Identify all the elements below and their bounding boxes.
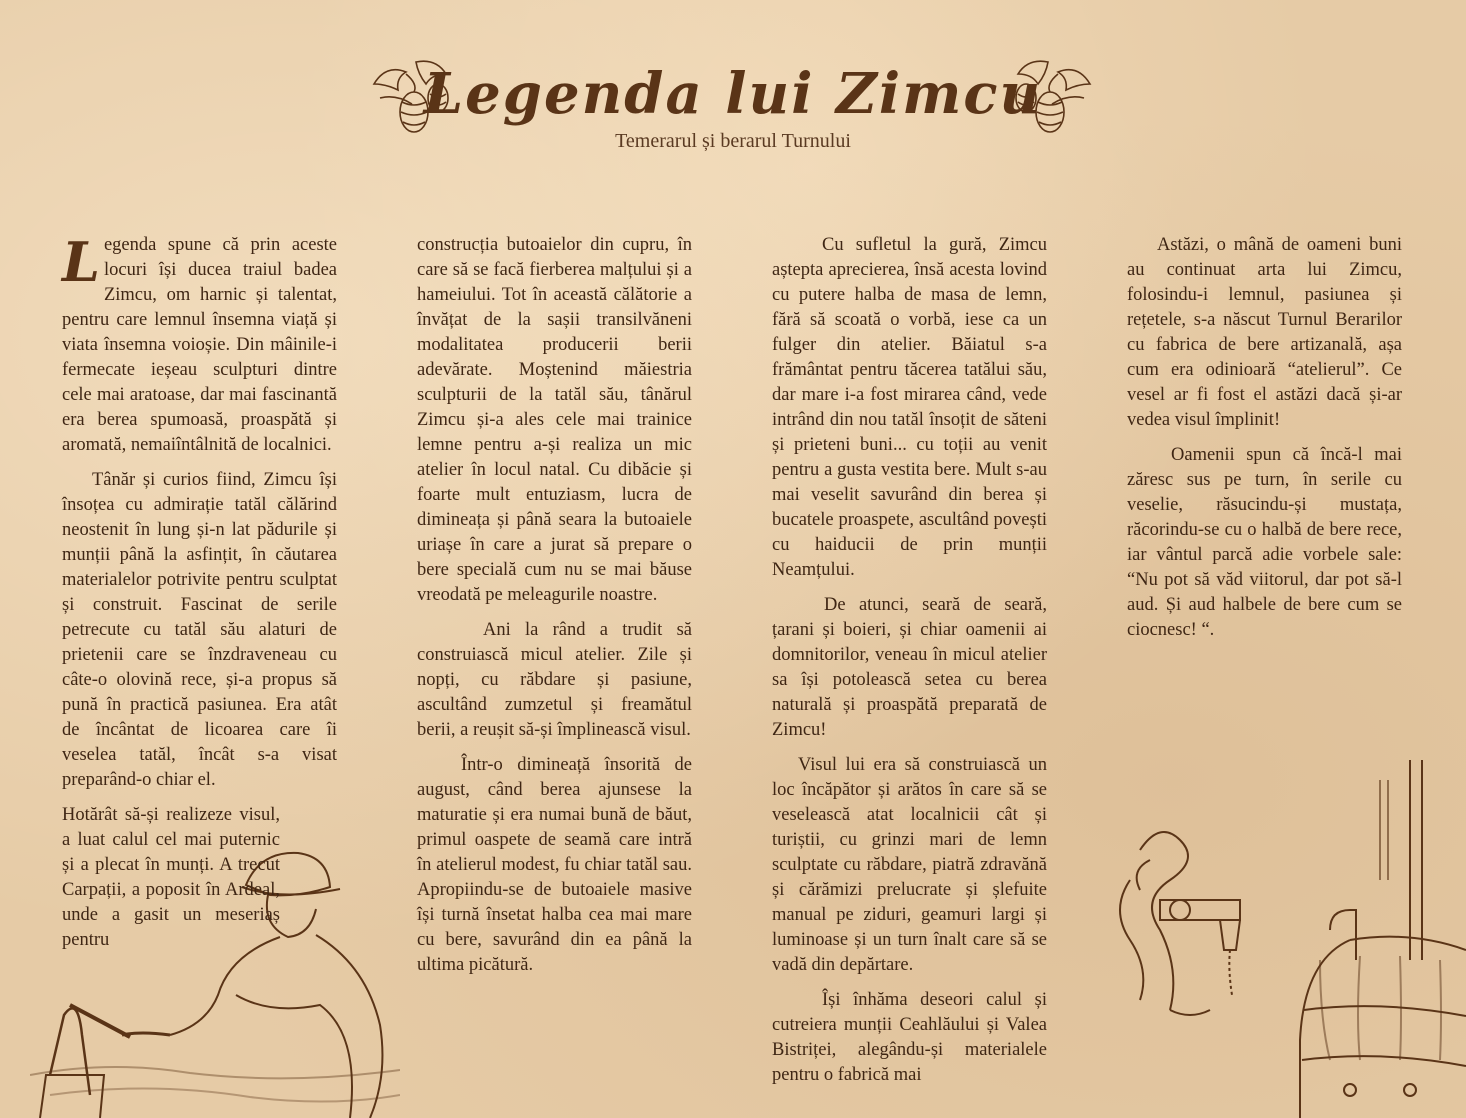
page-title: Legenda lui Zimcu — [423, 61, 1043, 127]
paragraph: Tânăr și curios fiind, Zimcu își însoțea cu admirație tatăl călărind neostenit în lung și-n lat pădurile și munții până la asfințit, în căutarea materialelor potrivite pentru sculptat și construit. Fascinat de serile petrecute cu tatăl său alaturi de prietenii care se înzdraveneau cu câte-o olovină rece, și-a propus să pună în practică pasiunea. Era atât de încântat de licoarea care îi veselea tatăl, încât s-a visat preparând-o chiar el. — [62, 470, 337, 790]
paragraph: De atunci, seară de seară, țarani și boieri, și chiar oamenii ai domnitorilor, veneau în micul atelier sa își potolească setea cu berea naturală și proaspătă preparată de Zimcu! — [772, 595, 1047, 740]
paragraph: Astăzi, o mână de oameni buni au continuat arta lui Zimcu, folosindu-i lemnul, pasiunea și rețetele, s-a născut Turnul Berarilor cu fabrica de bere artizanală, așa cum era odinioară “atelierul”. Ce vesel ar fi fost el astăzi dacă și-ar vedea visul împlinit! — [1127, 235, 1402, 430]
paragraph: Cu sufletul la gură, Zimcu aștepta aprecierea, însă acesta lovind cu putere halba de masa de lemn, fără să scoată o vorbă, iese ca un fulger din atelier. Băiatul s-a frământat pentru tăcerea tatălui său, dar mare i-a fost mirarea când, vede intrând din nou tatăl însoțit de săteni și prieteni buni... cu toții au venit pentru a gusta vestita bere. Mult s-au mai veselit savurând din berea și bucatele proaspete, ascultând povești cu haiducii de prin munții Neamțului. — [772, 235, 1047, 580]
page-header — [0, 58, 1466, 153]
text-column-2 — [417, 233, 692, 988]
paragraph: Hotărât să-și realizeze visul, a luat calul cel mai puternic și a plecat în munți. A trecut Carpații, a poposit în Ardeal, unde a gasit un meseriaș pentru — [62, 805, 280, 950]
paragraph: construcția butoaielor din cupru, în care să se facă fierberea malțului și a hameiului. Tot în această călătorie a învățat de la sașii transilvăneni modalitatea producerii berii adevărate. Moștenind măiestria sculpturii de la tatăl său, tânărul Zimcu și-a ales cele mai trainice lemne pentru a-și realiza un mic atelier în locul natal. Cu dibăcie și foarte mult entuziasm, lucra de dimineața și până seara la butoaiele uriașe în care a jurat să prepare o bere specială cum nu se mai băuse vreodată pe meleagurile noastre. — [417, 235, 692, 605]
paragraph: Visul lui era să construiască un loc încăpător și arătos în care să se veselească atat localnicii cât și turiștii, cu grinzi mari de lemn sculptate cu răbdare, piatră zdravănă și cărămizi prelucrate și șlefuite manual pe ziduri, geamuri largi și luminoase și un turn înalt care să se vadă din depărtare. — [772, 755, 1047, 975]
paragraph: Ani la rând a trudit să construiască micul atelier. Zile și nopți, cu răbdare și pasiune, ascultând zumzetul și freamătul berii, a reușit să-și împlinească visul. — [417, 620, 692, 740]
paragraph: Oamenii spun că încă-l mai zăresc sus pe turn, în serile cu veselie, răsucindu-și mustața, răcorindu-se cu o halbă de bere rece, iar vântul parcă adie vorbele sale: “Nu pot să văd viitorul, dar pot să-l aud. Și aud halbele de bere cum se ciocnesc! “. — [1127, 445, 1402, 640]
drop-cap: L — [62, 230, 100, 294]
brewing-kettle-illustration — [1290, 760, 1466, 1118]
paragraph — [62, 230, 337, 458]
beer-tap-illustration — [1100, 820, 1270, 1030]
paragraph-text: egenda spune că prin aceste locuri își ducea traiul badea Zimcu, om harnic și talentat, pentru care lemnul însemna viață și viata însemna voioșie. Din mâinile-i fermecate ieșeau sculpturi dintre cele mai aratoase, dar mai fascinantă era berea spumoasă, proaspătă și aromată, nemaiîntâlnită de localnici. — [62, 235, 337, 455]
text-column-3 — [772, 233, 1047, 1098]
paragraph: Își înhăma deseori calul și cutreiera munții Ceahlăului și Valea Bistriței, alegându-și materialele pentru o fabrică mai — [772, 990, 1047, 1085]
text-column-4 — [1127, 233, 1402, 653]
text-column-1 — [62, 230, 337, 963]
paragraph: Într-o dimineață însorită de august, când berea ajunsese la maturatie și era numai bună de băut, primul oaspete de seamă care intră în atelierul modest, fu chiar tatăl sau. Apropiindu-se de butoaiele masive își turnă însetat halba cea mai mare cu bere, savurând din ea până la ultima picătură. — [417, 755, 692, 975]
page-subtitle: Temerarul și berarul Turnului — [615, 130, 851, 152]
